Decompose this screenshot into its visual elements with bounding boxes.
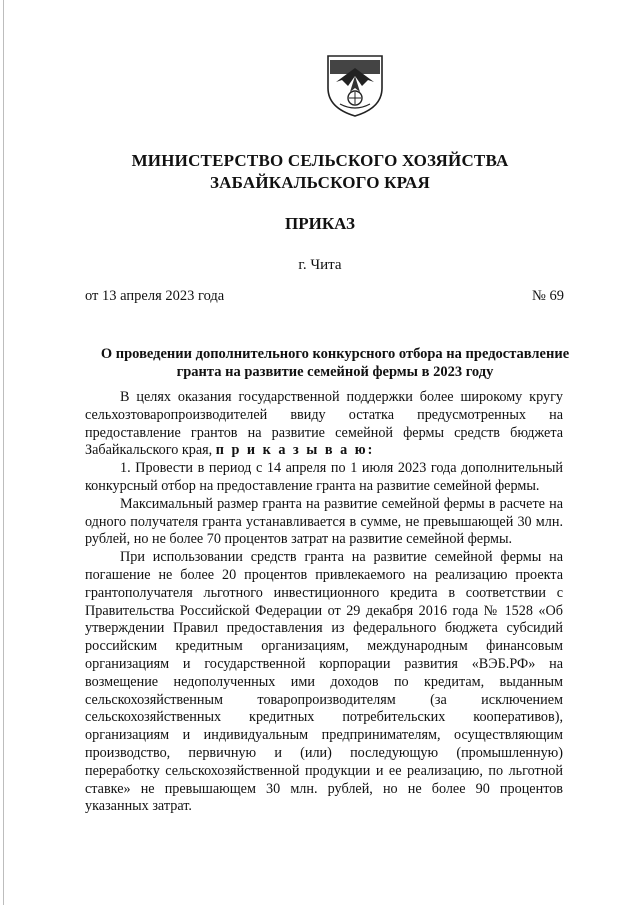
paragraph-max-grant: Максимальный размер гранта на развитие семейной фермы в расчете на одного получателя гранта устанавливается в сумме, не превышающей 30 млн. рублей, но не более 70 процентов затрат на развитие семейной фермы. <box>85 495 563 548</box>
ministry-line-1: МИНИСТЕРСТВО СЕЛЬСКОГО ХОЗЯЙСТВА <box>131 151 509 170</box>
order-body <box>85 389 563 816</box>
ministry-name <box>0 150 640 194</box>
order-keyword: п р и к а з ы в а ю <box>215 442 368 459</box>
order-date: от 13 апреля 2023 года <box>85 288 225 304</box>
scan-edge-line <box>3 0 4 905</box>
order-keyword-colon: : <box>367 442 375 459</box>
order-number: № 69 <box>532 288 564 304</box>
paragraph-item-1: 1. Провести в период с 14 апреля по 1 июля 2023 года дополнительный конкурсный отбор на предоставление гранта на развитие семейной фермы. <box>85 460 563 494</box>
paragraph-preamble <box>85 389 563 460</box>
paragraph-credit-use: При использовании средств гранта на развитие семейной фермы на погашение не более 20 процентов привлекаемого на реализацию проекта грантополучателя льготного инвестиционного кредита в соответствии с Правительства Российской Федерации от 29 декабря 2016 года № 1528 «Об утверждении Правил предоставления из федерального бюджета субсидий российским кредитным организациям, международным финансовым организациям и государственной корпорации развития «ВЭБ.РФ» на возмещение недополученных ими доходов по кредитам, выданным сельскохозяйственным товаропроизводителям (за исключением сельскохозяйственных кредитных потребительских кооперативов), организациям и индивидуальным предпринимателям, осуществляющим производство, первичную и (или) последующую (промышленную) переработку сельскохозяйственной продукции и ее реализацию, по льготной ставке» не превышающем 30 млн. рублей, но не более 90 процентов указанных затрат. <box>85 549 563 815</box>
city-label: г. Чита <box>298 257 342 273</box>
coat-of-arms-emblem <box>322 52 388 118</box>
preamble-text: В целях оказания государственной поддержки более широкому кругу сельхозтоваропроизводителей ввиду остатка предусмотренных на предоставление грантов на развитие семейной фермы средств бюджета Забайкальского края, <box>85 389 563 459</box>
subject-line-2: гранта на развитие семейной фермы в 2023 году <box>176 364 494 380</box>
ministry-line-2: ЗАБАЙКАЛЬСКОГО КРАЯ <box>209 173 430 192</box>
subject-line-1: О проведении дополнительного конкурсного отбора на предоставление <box>100 346 570 362</box>
order-subject <box>95 345 575 381</box>
document-type-title: ПРИКАЗ <box>285 214 355 233</box>
